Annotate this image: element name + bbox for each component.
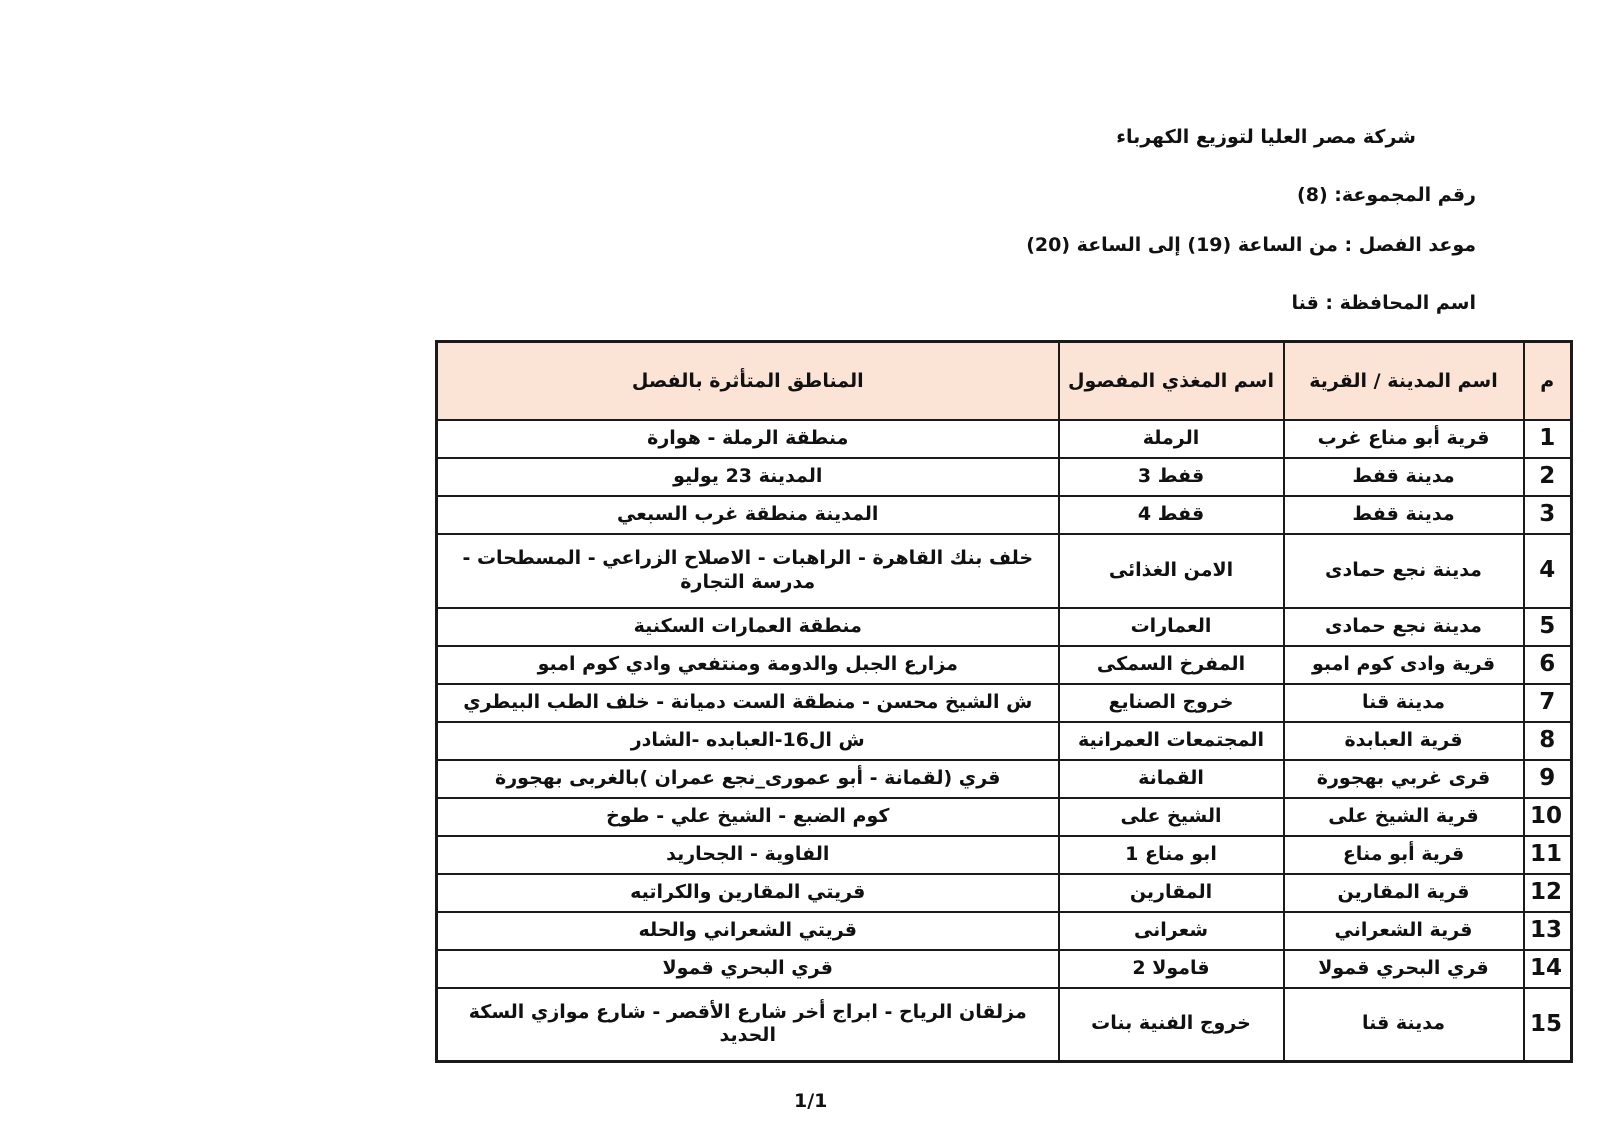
row-areas: قري (لقمانة - أبو عمورى_نجع عمران )بالغربى بهجورة [437, 760, 1059, 798]
table-row [437, 646, 1572, 684]
row-city: قرية أبو مناع [1284, 836, 1524, 874]
row-feeder: قامولا 2 [1059, 950, 1284, 988]
table-row [437, 722, 1572, 760]
row-areas: مزلقان الرياح - ابراج أخر شارع الأقصر - شارع موازي السكة الحديد [437, 988, 1059, 1062]
row-num: 4 [1524, 534, 1572, 608]
row-city: مدينة قنا [1284, 684, 1524, 722]
row-areas: قري البحري قمولا [437, 950, 1059, 988]
table-row [437, 760, 1572, 798]
row-num: 10 [1524, 798, 1572, 836]
row-feeder: ابو مناع 1 [1059, 836, 1284, 874]
row-areas: قريتي المقارين والكراتيه [437, 874, 1059, 912]
page-number: 1/1 [794, 1090, 828, 1112]
row-areas: المدينة 23 يوليو [437, 458, 1059, 496]
row-city: مدينة قفط [1284, 496, 1524, 534]
row-city: قرية الشعراني [1284, 912, 1524, 950]
row-num: 1 [1524, 420, 1572, 458]
outage-time: موعد الفصل : من الساعة (19) إلى الساعة (20) [1026, 234, 1476, 256]
row-feeder: المجتمعات العمرانية [1059, 722, 1284, 760]
row-areas: ش الشيخ محسن - منطقة الست دميانة - خلف الطب البيطري [437, 684, 1059, 722]
row-city: مدينة قنا [1284, 988, 1524, 1062]
row-num: 5 [1524, 608, 1572, 646]
row-city: مدينة نجع حمادى [1284, 534, 1524, 608]
row-feeder: قفط 4 [1059, 496, 1284, 534]
table-row [437, 458, 1572, 496]
table-row [437, 608, 1572, 646]
table-row [437, 988, 1572, 1062]
row-city: قرية الشيخ على [1284, 798, 1524, 836]
governorate-name: اسم المحافظة : قنا [1291, 292, 1476, 314]
row-areas: مزارع الجبل والدومة ومنتفعي وادي كوم امبو [437, 646, 1059, 684]
row-city: مدينة قفط [1284, 458, 1524, 496]
row-city: مدينة نجع حمادى [1284, 608, 1524, 646]
table-row [437, 534, 1572, 608]
row-feeder: المقارين [1059, 874, 1284, 912]
table-row [437, 684, 1572, 722]
table-header-row [437, 342, 1572, 420]
row-num: 15 [1524, 988, 1572, 1062]
row-areas: الفاوية - الجحاريد [437, 836, 1059, 874]
row-feeder: خروج الفنية بنات [1059, 988, 1284, 1062]
row-city: قرية العبابدة [1284, 722, 1524, 760]
row-feeder: المفرخ السمكى [1059, 646, 1284, 684]
row-city: قرية أبو مناع غرب [1284, 420, 1524, 458]
row-areas: منطقة العمارات السكنية [437, 608, 1059, 646]
row-num: 11 [1524, 836, 1572, 874]
row-feeder: العمارات [1059, 608, 1284, 646]
row-num: 13 [1524, 912, 1572, 950]
group-number: رقم المجموعة: (8) [1297, 184, 1476, 206]
row-city: قرية المقارين [1284, 874, 1524, 912]
row-areas: ش ال16-العبابده -الشادر [437, 722, 1059, 760]
row-feeder: خروج الصنايع [1059, 684, 1284, 722]
table-row [437, 950, 1572, 988]
row-num: 8 [1524, 722, 1572, 760]
table-row [437, 912, 1572, 950]
row-areas: منطقة الرملة - هوارة [437, 420, 1059, 458]
row-feeder: القمانة [1059, 760, 1284, 798]
outage-table [435, 340, 1573, 1063]
header-city: اسم المدينة / القرية [1284, 342, 1524, 420]
table-row [437, 496, 1572, 534]
row-areas: قريتي الشعراني والحله [437, 912, 1059, 950]
table-row [437, 836, 1572, 874]
row-num: 3 [1524, 496, 1572, 534]
header-areas: المناطق المتأثرة بالفصل [437, 342, 1059, 420]
row-city: قرى غربي بهجورة [1284, 760, 1524, 798]
row-city: قري البحري قمولا [1284, 950, 1524, 988]
row-areas: المدينة منطقة غرب السبعي [437, 496, 1059, 534]
row-num: 9 [1524, 760, 1572, 798]
row-areas: خلف بنك القاهرة - الراهبات - الاصلاح الزراعي - المسطحات - مدرسة التجارة [437, 534, 1059, 608]
table-row [437, 874, 1572, 912]
row-feeder: الشيخ على [1059, 798, 1284, 836]
row-num: 2 [1524, 458, 1572, 496]
row-city: قرية وادى كوم امبو [1284, 646, 1524, 684]
row-areas: كوم الضبع - الشيخ علي - طوخ [437, 798, 1059, 836]
table-row [437, 798, 1572, 836]
row-feeder: الرملة [1059, 420, 1284, 458]
header-feeder: اسم المغذي المفصول [1059, 342, 1284, 420]
company-name: شركة مصر العليا لتوزيع الكهرباء [1116, 126, 1416, 148]
header-num: م [1524, 342, 1572, 420]
row-num: 6 [1524, 646, 1572, 684]
table-row [437, 420, 1572, 458]
row-num: 12 [1524, 874, 1572, 912]
row-num: 7 [1524, 684, 1572, 722]
row-num: 14 [1524, 950, 1572, 988]
row-feeder: شعرانى [1059, 912, 1284, 950]
row-feeder: قفط 3 [1059, 458, 1284, 496]
row-feeder: الامن الغذائى [1059, 534, 1284, 608]
